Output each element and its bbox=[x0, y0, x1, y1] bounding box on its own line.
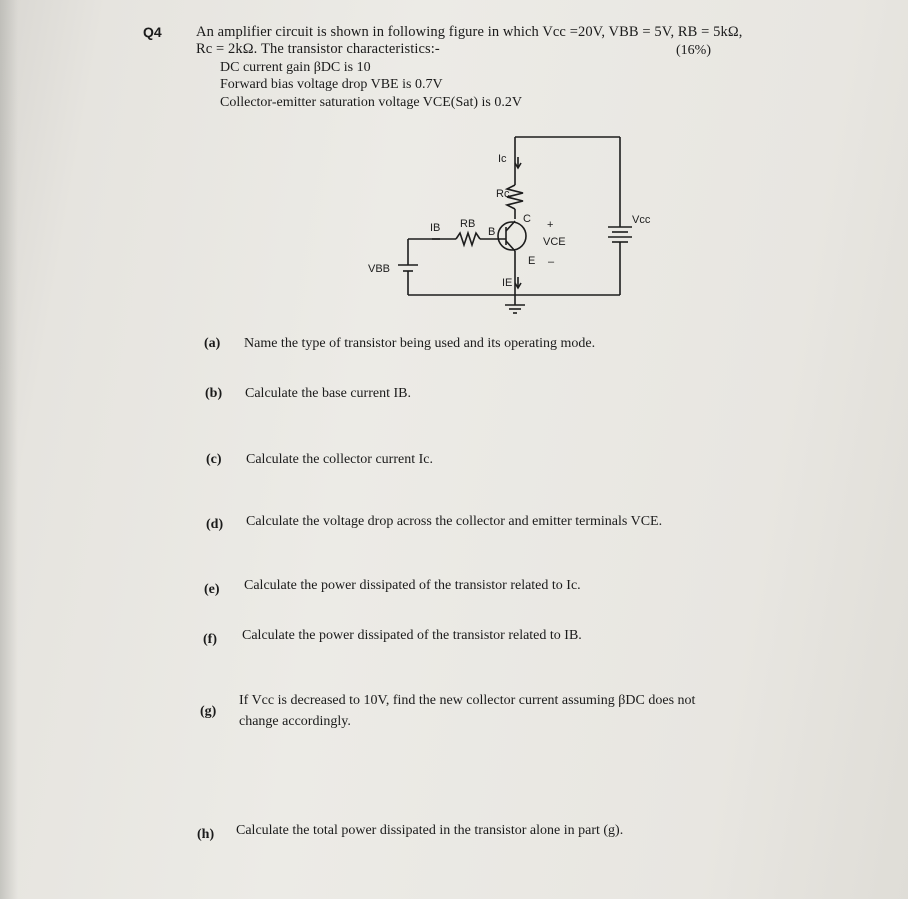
characteristic-vce-sat: Collector-emitter saturation voltage VCE(Sat) is 0.2V bbox=[220, 95, 522, 110]
question-intro-line1: An amplifier circuit is shown in following figure in which Vcc =20V, VBB = 5V, RB = 5kΩ, bbox=[196, 24, 743, 40]
part-e-text: Calculate the power dissipated of the transistor related to Ic. bbox=[244, 578, 581, 593]
label-plus: + bbox=[547, 219, 554, 231]
part-h-text: Calculate the total power dissipated in the transistor alone in part (g). bbox=[236, 823, 624, 838]
part-b-text: Calculate the base current IB. bbox=[245, 386, 411, 401]
label-e: E bbox=[528, 255, 536, 267]
label-ib: IB bbox=[430, 222, 441, 234]
part-a-label: (a) bbox=[204, 336, 221, 351]
base-resistor bbox=[456, 233, 480, 245]
part-f-text: Calculate the power dissipated of the transistor related to IB. bbox=[242, 628, 582, 643]
part-e-label: (e) bbox=[204, 582, 220, 597]
label-b: B bbox=[488, 226, 496, 238]
label-vbb: VBB bbox=[368, 263, 391, 275]
page-edge-shadow bbox=[0, 0, 18, 899]
part-h-label: (h) bbox=[197, 827, 215, 842]
question-marks: (16%) bbox=[676, 43, 711, 58]
circuit-diagram bbox=[360, 135, 660, 320]
question-intro-line2: Rc = 2kΩ. The transistor characteristics:- bbox=[196, 41, 440, 57]
question-number: Q4 bbox=[143, 24, 162, 40]
part-a-text: Name the type of transistor being used and its operating mode. bbox=[244, 336, 596, 351]
part-d-label: (d) bbox=[206, 517, 224, 532]
part-g-label: (g) bbox=[200, 704, 217, 719]
label-ic: Ic bbox=[498, 153, 507, 165]
label-rc: Rc bbox=[496, 188, 510, 200]
transistor-symbol bbox=[498, 222, 526, 250]
part-b-label: (b) bbox=[205, 386, 223, 401]
part-g-text-continued: change accordingly. bbox=[239, 714, 351, 729]
label-vcc: Vcc bbox=[632, 214, 651, 226]
part-c-text: Calculate the collector current Ic. bbox=[246, 452, 433, 467]
part-c-label: (c) bbox=[206, 452, 222, 467]
part-g-text: If Vcc is decreased to 10V, find the new collector current assuming βDC does not bbox=[239, 693, 696, 708]
label-minus: – bbox=[548, 256, 555, 268]
part-d-text: Calculate the voltage drop across the collector and emitter terminals VCE. bbox=[246, 514, 663, 529]
label-rb: RB bbox=[460, 218, 476, 230]
characteristic-vbe: Forward bias voltage drop VBE is 0.7V bbox=[220, 77, 443, 92]
characteristic-gain: DC current gain βDC is 10 bbox=[220, 60, 371, 75]
label-ie: IE bbox=[502, 277, 513, 289]
label-vce: VCE bbox=[543, 236, 566, 248]
part-f-label: (f) bbox=[203, 632, 217, 647]
label-c: C bbox=[523, 213, 531, 225]
